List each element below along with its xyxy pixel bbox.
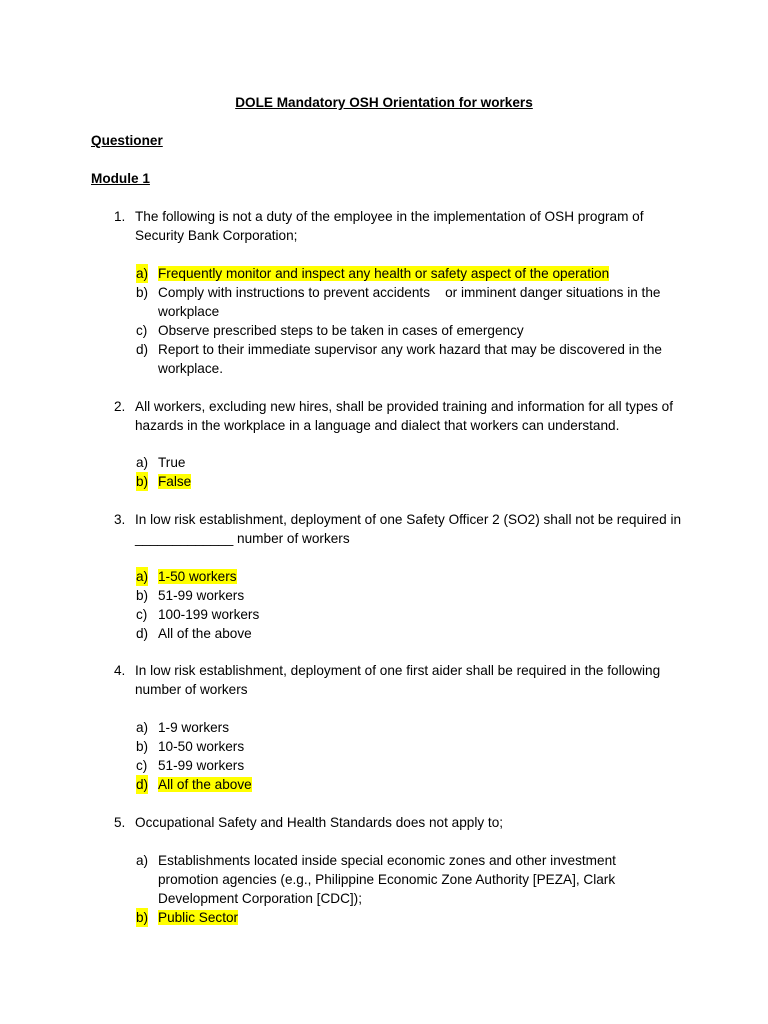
option-text: 100-199 workers [158,607,260,622]
option-text: Observe prescribed steps to be taken in cases of emergency [158,323,524,338]
question-4 [114,661,694,699]
question-text: Occupational Safety and Health Standards does not apply to; [135,815,504,830]
question-text: All workers, excluding new hires, shall be provided training and information for all types of hazards in the workplace in a language and dialect that workers can understand. [135,399,673,433]
option-1d [136,340,696,378]
option-3c [136,605,696,624]
option-text: False [158,474,192,489]
question-number: 2. [114,399,126,414]
option-text: All of the above [158,626,252,641]
question-1 [114,207,694,245]
option-letter: b) [136,739,149,754]
option-letter: a) [136,569,149,584]
question-2 [114,397,694,435]
option-letter: a) [136,720,149,735]
option-letter: c) [136,607,148,622]
option-letter: b) [136,474,149,489]
option-letter: c) [136,758,148,773]
question-text: In low risk establishment, deployment of one first aider shall be required in the following number of workers [135,663,661,697]
option-3d [136,624,696,643]
option-4d [136,775,252,794]
option-letter: c) [136,323,148,338]
question-5 [114,813,694,832]
option-letter: a) [136,853,149,868]
option-text: 51-99 workers [158,588,245,603]
option-5a [136,851,636,908]
option-text: Establishments located inside special economic zones and other investment promotion agencies (e.g., Philippine Economic Zone Authority [PEZA], Clark Development Corporation [CDC]); [158,853,616,906]
option-text: 1-50 workers [158,569,237,584]
option-letter: d) [136,777,149,792]
option-text: 51-99 workers [158,758,245,773]
option-text: 1-9 workers [158,720,230,735]
option-1c [136,321,696,340]
question-number: 5. [114,815,126,830]
option-text: Report to their immediate supervisor any work hazard that may be discovered in the workplace. [158,342,662,376]
option-text: All of the above [158,777,252,792]
option-3b [136,586,696,605]
question-number: 4. [114,663,126,678]
option-1b [136,283,696,321]
option-letter: b) [136,285,149,300]
option-4b [136,737,696,756]
option-1a [136,264,609,283]
option-letter: a) [136,266,149,281]
option-2b [136,472,191,491]
option-5b [136,908,238,927]
option-letter: a) [136,455,149,470]
option-letter: d) [136,626,149,641]
option-2a [136,453,696,472]
question-text: In low risk establishment, deployment of one Safety Officer 2 (SO2) shall not be required in _____________ number of workers [135,512,682,546]
option-text: Frequently monitor and inspect any health or safety aspect of the operation [158,266,610,281]
document-title: DOLE Mandatory OSH Orientation for workers [235,95,533,110]
question-3 [114,510,694,548]
option-3a [136,567,237,586]
question-number: 3. [114,512,126,527]
option-4c [136,756,696,775]
module-heading: Module 1 [91,171,150,186]
section-heading: Questioner [91,133,163,148]
option-letter: b) [136,910,149,925]
option-letter: d) [136,342,149,357]
option-text: Public Sector [158,910,239,925]
question-number: 1. [114,209,126,224]
option-4a [136,718,696,737]
option-letter: b) [136,588,149,603]
option-text: 10-50 workers [158,739,245,754]
question-text: The following is not a duty of the employee in the implementation of OSH program of Security Bank Corporation; [135,209,644,243]
option-text: True [158,455,186,470]
option-text: Comply with instructions to prevent accidents or imminent danger situations in the workplace [158,285,665,319]
